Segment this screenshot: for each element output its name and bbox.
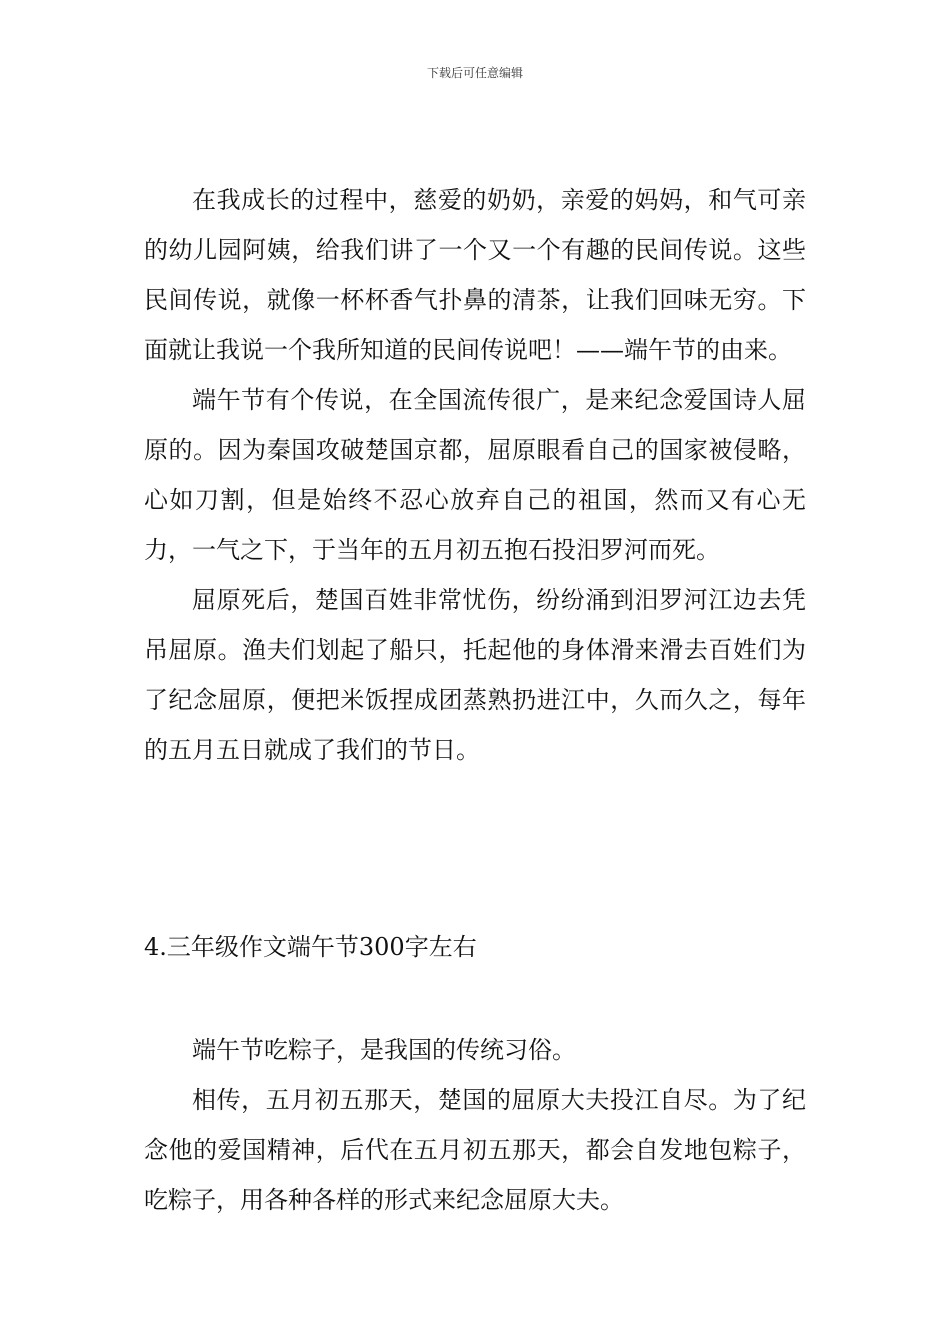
paragraph: 屈原死后，楚国百姓非常忧伤，纷纷涌到汨罗河江边去凭吊屈原。渔夫们划起了船只，托起他的身体滑来滑去百姓们为了纪念屈原，便把米饭捏成团蒸熟扔进江中，久而久之，每年的五月五日就成了我们的节日。 bbox=[144, 586, 806, 764]
essay-section-2 bbox=[144, 1025, 806, 1225]
essay-section-1 bbox=[144, 175, 806, 775]
section-heading: 4.三年级作文端午节300字左右 bbox=[144, 933, 477, 961]
paragraph: 端午节吃粽子，是我国的传统习俗。 bbox=[192, 1036, 576, 1064]
page-header: 下载后可任意编辑 bbox=[426, 66, 523, 80]
paragraph: 端午节有个传说，在全国流传很广，是来纪念爱国诗人屈原的。因为秦国攻破楚国京都，屈原眼看自己的国家被侵略，心如刀割，但是始终不忍心放弃自己的祖国，然而又有心无力，一气之下，于当年的五月初五抱石投汨罗河而死。 bbox=[144, 386, 806, 564]
paragraph: 相传，五月初五那天，楚国的屈原大夫投江自尽。为了纪念他的爱国精神，后代在五月初五那天，都会自发地包粽子，吃粽子，用各种各样的形式来纪念屈原大夫。 bbox=[144, 1086, 806, 1214]
paragraph: 在我成长的过程中，慈爱的奶奶，亲爱的妈妈，和气可亲的幼儿园阿姨，给我们讲了一个又一个有趣的民间传说。这些民间传说，就像一杯杯香气扑鼻的清茶，让我们回味无穷。下面就让我说一个我所知道的民间传说吧！——端午节的由来。 bbox=[144, 186, 806, 364]
